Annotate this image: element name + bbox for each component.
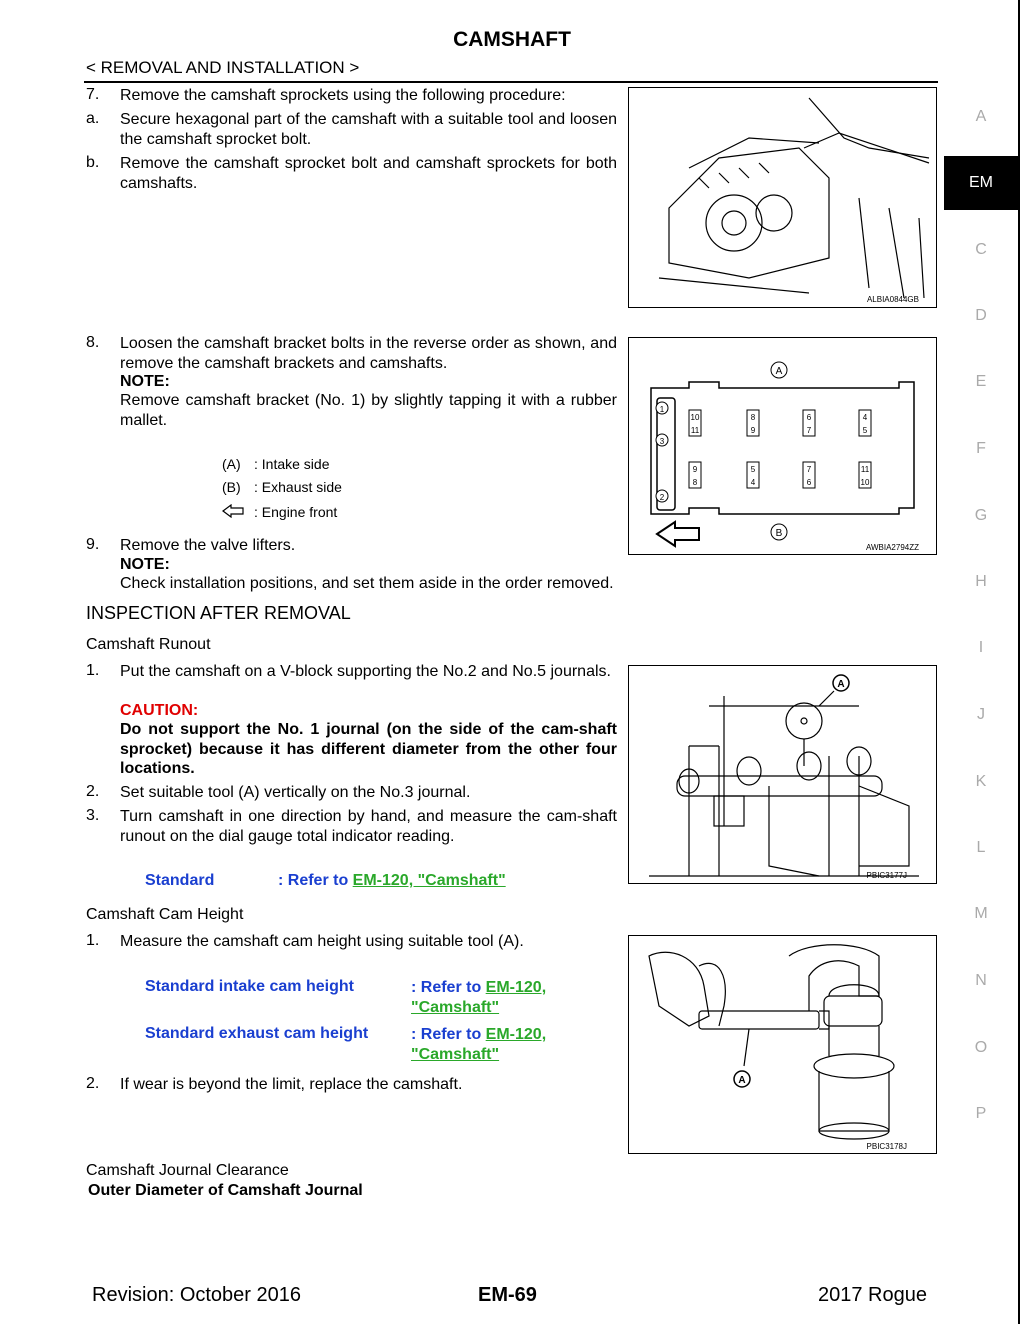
exhaust-cam-height-reference	[411, 1025, 546, 1065]
exhaust-cam-height-label: Standard exhaust cam height	[145, 1025, 369, 1042]
side-tab[interactable]: M	[974, 905, 988, 922]
bolt-number: 7	[806, 465, 812, 474]
step-text: If wear is beyond the limit, replace the camshaft.	[120, 1076, 463, 1093]
step-text: Put the camshaft on a V-block supporting the No.2 and No.5 journals.	[120, 663, 611, 680]
bolt-number: 8	[692, 478, 698, 487]
side-tab[interactable]: H	[975, 573, 987, 590]
step-number: 1.	[86, 662, 100, 679]
bolt-number: 10	[860, 478, 870, 487]
note-text: Remove camshaft bracket (No. 1) by slightly tapping it with a rubber mallet.	[120, 392, 617, 429]
bolt-number: 9	[692, 465, 698, 474]
figure-camshaft-sprocket	[628, 87, 937, 308]
side-tab[interactable]: D	[975, 307, 987, 324]
footer-model: 2017 Rogue	[818, 1284, 927, 1306]
reference-prefix: : Refer to	[278, 872, 353, 889]
bolt-number: 6	[806, 478, 812, 487]
engine-front-arrow-icon	[657, 522, 699, 546]
bracket-side-number: 1	[659, 405, 665, 414]
intake-cam-height-label: Standard intake cam height	[145, 978, 354, 995]
figure-bracket-bolt-order	[628, 337, 937, 555]
figure-code: AWBIA2794ZZ	[865, 543, 919, 552]
side-tab-active[interactable]: EM	[944, 156, 1018, 210]
step-number: 9.	[86, 536, 100, 553]
label-a: A	[775, 366, 783, 377]
bracket-side-number: 2	[659, 493, 665, 502]
section-index-tabs	[944, 90, 1018, 1150]
step-number: 1.	[86, 932, 100, 949]
label-a: A	[837, 679, 845, 690]
legend-value-a: : Intake side	[254, 456, 330, 472]
side-tab[interactable]: P	[975, 1105, 987, 1122]
reference-link[interactable]: "Camshaft"	[411, 999, 500, 1016]
side-tab[interactable]: I	[978, 639, 984, 656]
side-tab[interactable]: O	[974, 1039, 988, 1056]
reference-prefix: : Refer to	[411, 1026, 486, 1043]
reference-link[interactable]: EM-120, "Camshaft"	[352, 872, 506, 889]
side-tab[interactable]: K	[975, 773, 987, 790]
step-text: Remove the camshaft sprockets using the following procedure:	[120, 87, 566, 104]
page-border-line	[1018, 0, 1020, 1324]
label-a: A	[738, 1075, 746, 1086]
legend-value-b: : Exhaust side	[254, 479, 342, 495]
legend-key-a: (A)	[222, 456, 241, 472]
step-text: Secure hexagonal part of the camshaft with a suitable tool and loosen the camshaft sprocket bolt.	[120, 111, 617, 148]
bolt-number: 5	[750, 465, 756, 474]
step-text: Measure the camshaft cam height using suitable tool (A).	[120, 933, 524, 950]
note-label: NOTE:	[120, 556, 170, 573]
side-tab[interactable]: F	[976, 440, 986, 457]
bolt-number: 8	[750, 413, 756, 422]
figure-camshaft-runout	[628, 665, 937, 884]
section-heading: < REMOVAL AND INSTALLATION >	[86, 58, 360, 77]
step-number: a.	[86, 110, 100, 127]
runout-heading: Camshaft Runout	[86, 636, 211, 653]
step-number: 2.	[86, 1075, 100, 1092]
side-tab[interactable]: C	[975, 241, 987, 258]
journal-diameter-heading: Outer Diameter of Camshaft Journal	[88, 1182, 363, 1199]
step-number: 2.	[86, 783, 100, 800]
caution-text: Do not support the No. 1 journal (on the side of the cam-shaft sprocket) because it has different diameter from the other four locations.	[120, 721, 617, 777]
micrometer-illustration	[629, 936, 936, 1153]
bracket-bolt-diagram	[629, 338, 936, 554]
arrow-left-icon	[222, 504, 244, 523]
bolt-number: 5	[862, 426, 868, 435]
figure-code: PBIC3177J	[866, 871, 907, 880]
side-tab[interactable]: G	[974, 507, 988, 524]
side-tab[interactable]: A	[975, 108, 987, 125]
side-tab[interactable]: L	[976, 839, 986, 856]
side-tab[interactable]: J	[977, 706, 985, 723]
bolt-number: 9	[750, 426, 756, 435]
standard-label: Standard	[145, 872, 215, 889]
reference-link[interactable]: EM-120,	[485, 979, 547, 996]
v-block-dial-gauge-illustration	[629, 666, 936, 883]
side-tab[interactable]: E	[975, 373, 987, 390]
note-label: NOTE:	[120, 373, 170, 390]
standard-reference	[278, 872, 506, 890]
bracket-side-number: 3	[659, 437, 665, 446]
figure-cam-height-micrometer	[628, 935, 937, 1154]
bolt-number: 10	[690, 413, 700, 422]
step-number: 3.	[86, 807, 100, 824]
step-number: b.	[86, 154, 100, 171]
step-text: Loosen the camshaft bracket bolts in the reverse order as shown, and remove the camshaft brackets and camshafts.	[120, 335, 617, 372]
reference-link[interactable]: EM-120,	[485, 1026, 547, 1043]
step-number: 8.	[86, 334, 100, 351]
note-text: Check installation positions, and set them aside in the order removed.	[120, 575, 614, 592]
journal-clearance-heading: Camshaft Journal Clearance	[86, 1162, 289, 1179]
reference-prefix: : Refer to	[411, 979, 486, 996]
figure-code: PBIC3178J	[866, 1142, 907, 1151]
figure-code: ALBIA0844GB	[866, 295, 919, 304]
reference-link[interactable]: "Camshaft"	[411, 1046, 500, 1063]
page-title: CAMSHAFT	[453, 28, 571, 51]
label-b: B	[775, 528, 783, 539]
bolt-number: 6	[806, 413, 812, 422]
legend-key-b: (B)	[222, 479, 241, 495]
bolt-number: 11	[860, 465, 870, 474]
step-text: Remove the camshaft sprocket bolt and camshaft sprockets for both camshafts.	[120, 155, 617, 192]
step-text: Remove the valve lifters.	[120, 537, 296, 554]
step-text: Set suitable tool (A) vertically on the No.3 journal.	[120, 784, 471, 801]
legend-value-front: : Engine front	[254, 504, 338, 520]
bolt-number: 4	[862, 413, 868, 422]
bolt-number: 4	[750, 478, 756, 487]
inspection-heading: INSPECTION AFTER REMOVAL	[86, 603, 351, 623]
footer-revision: Revision: October 2016	[92, 1284, 302, 1306]
footer-page-number: EM-69	[478, 1284, 537, 1306]
step-number: 7.	[86, 86, 100, 103]
caution-label: CAUTION:	[120, 702, 199, 719]
cam-height-heading: Camshaft Cam Height	[86, 906, 244, 923]
step-text: Turn camshaft in one direction by hand, and measure the cam-shaft runout on the dial gauge total indicator reading.	[120, 808, 617, 845]
bolt-number: 11	[690, 426, 700, 435]
side-tab[interactable]: N	[975, 972, 987, 989]
engine-sprocket-illustration	[629, 88, 936, 307]
header-rule	[84, 81, 938, 83]
intake-cam-height-reference	[411, 978, 546, 1018]
bolt-number: 7	[806, 426, 812, 435]
